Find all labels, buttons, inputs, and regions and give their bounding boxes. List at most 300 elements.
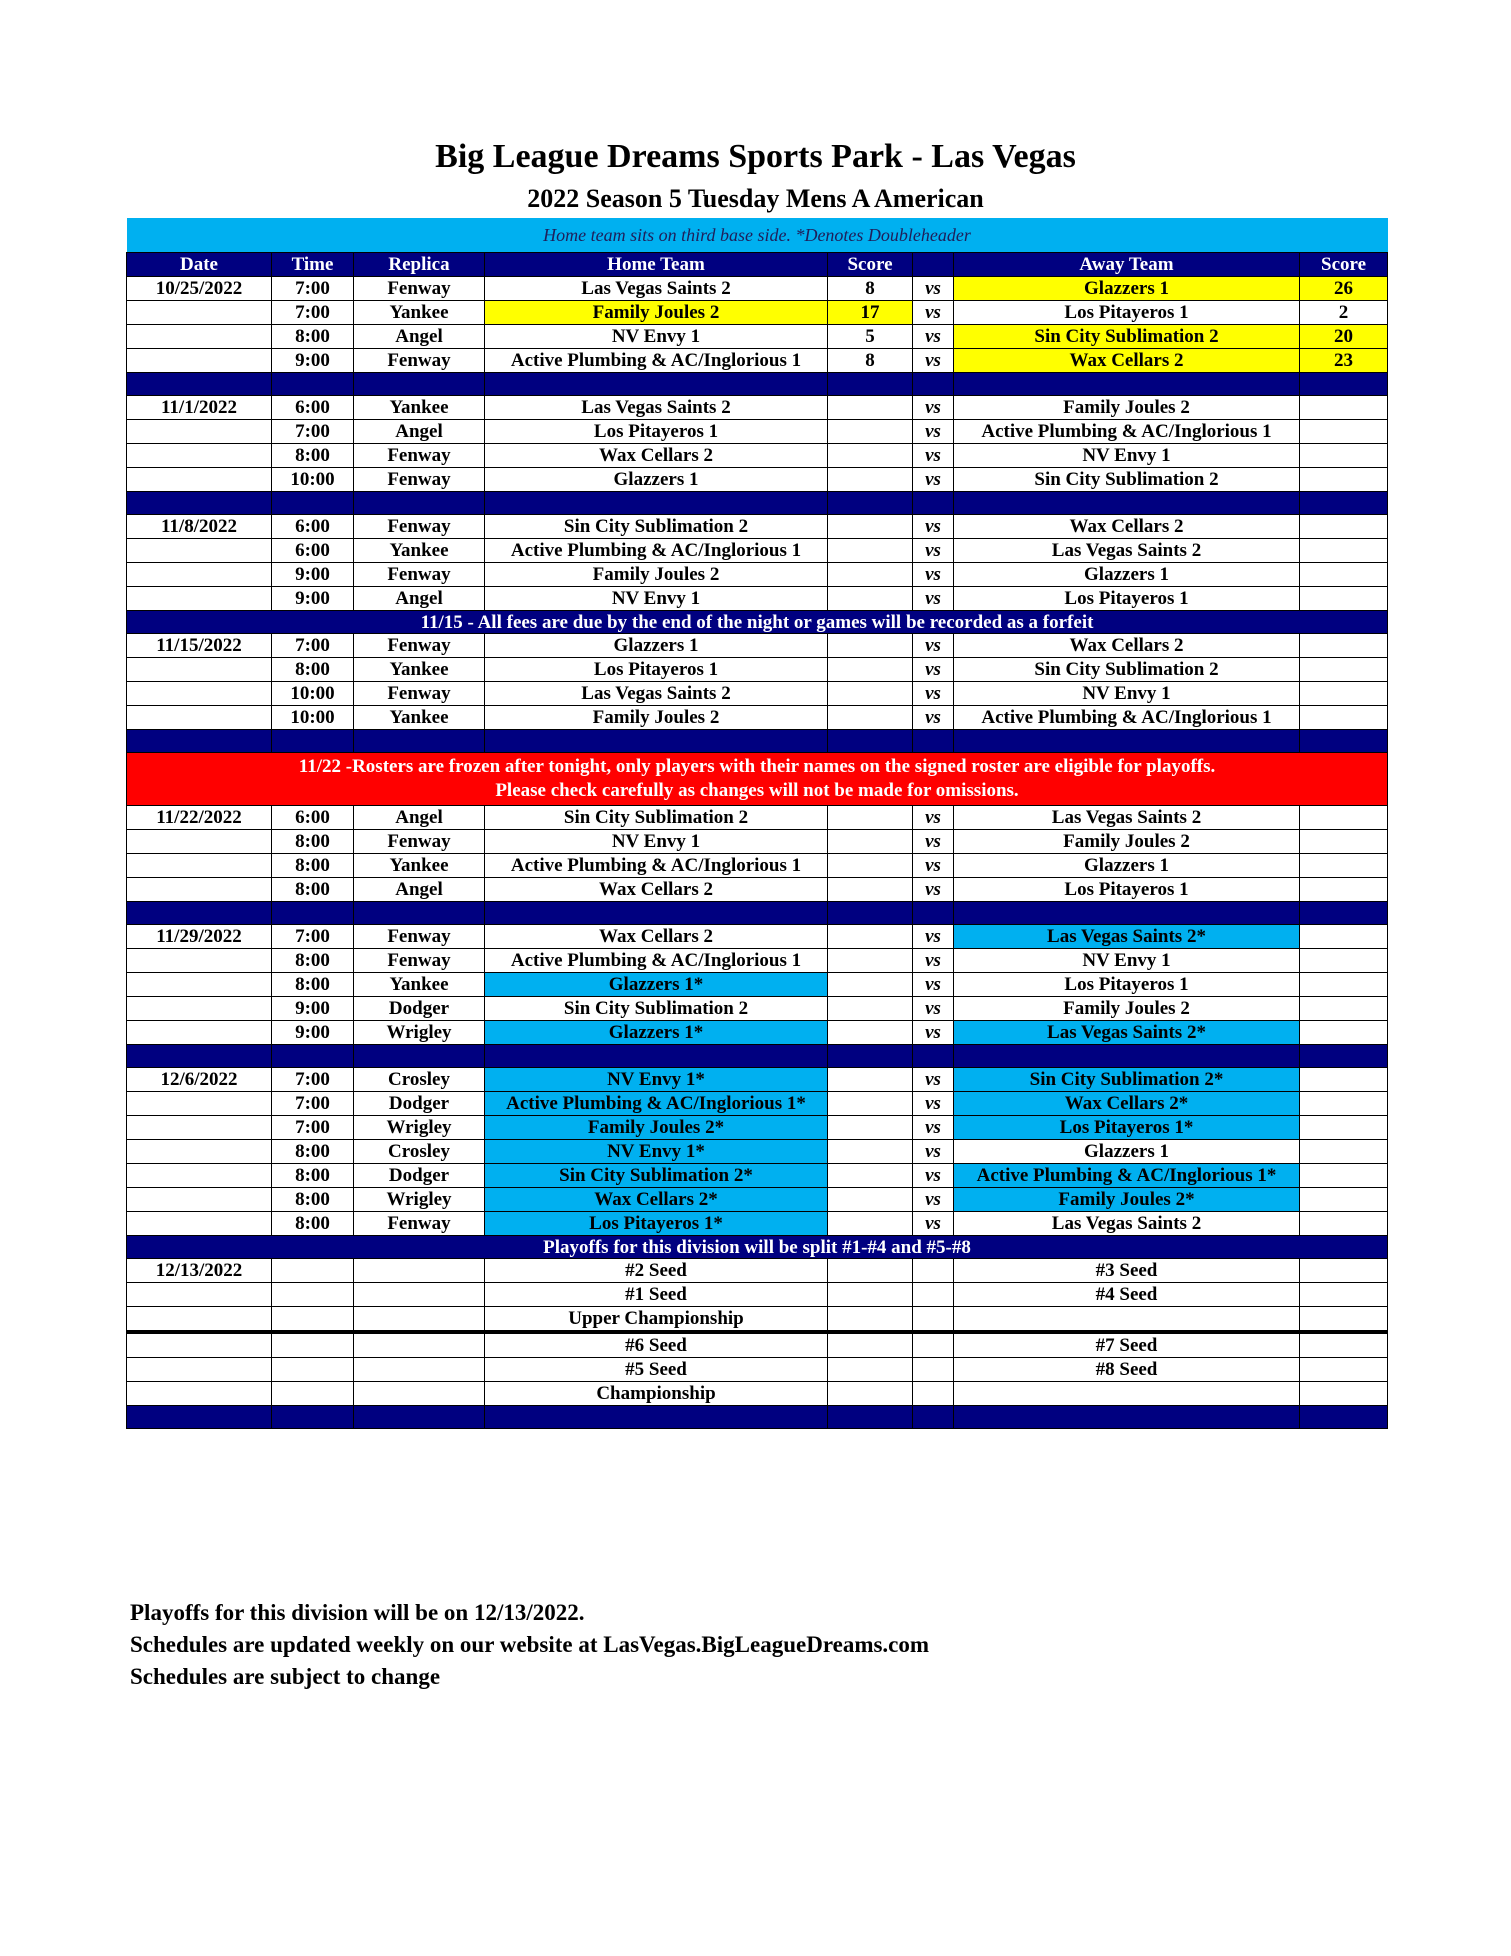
playoff-home: Upper Championship [485, 1307, 828, 1333]
playoff-row [127, 1283, 1388, 1307]
vs-label: vs [913, 325, 954, 349]
home-score [828, 658, 913, 682]
away-team: Wax Cellars 2 [954, 515, 1300, 539]
week-separator [127, 492, 1388, 515]
playoff-row [127, 1259, 1388, 1283]
game-date [127, 1092, 272, 1116]
game-date [127, 854, 272, 878]
game-time: 7:00 [272, 277, 354, 301]
game-date [127, 682, 272, 706]
separator-cell [127, 492, 272, 515]
game-time: 9:00 [272, 349, 354, 373]
vs-label: vs [913, 658, 954, 682]
game-replica: Crosley [354, 1068, 485, 1092]
separator-cell [954, 1406, 1300, 1429]
playoff-date [127, 1358, 272, 1382]
playoff-home-score [828, 1259, 913, 1283]
game-date [127, 1212, 272, 1236]
away-score [1300, 925, 1388, 949]
home-team: Active Plumbing & AC/Inglorious 1 [485, 854, 828, 878]
home-score [828, 396, 913, 420]
game-date [127, 468, 272, 492]
game-date: 11/29/2022 [127, 925, 272, 949]
playoff-away-score [1300, 1259, 1388, 1283]
playoff-away-score [1300, 1283, 1388, 1307]
game-time: 8:00 [272, 878, 354, 902]
playoff-replica [354, 1307, 485, 1333]
away-team: Active Plumbing & AC/Inglorious 1 [954, 706, 1300, 730]
game-replica: Fenway [354, 563, 485, 587]
playoff-row [127, 1332, 1388, 1358]
game-row [127, 563, 1388, 587]
game-replica: Fenway [354, 949, 485, 973]
game-row [127, 396, 1388, 420]
away-team: Family Joules 2 [954, 396, 1300, 420]
home-score [828, 1140, 913, 1164]
playoff-away-score [1300, 1382, 1388, 1406]
home-score [828, 925, 913, 949]
game-date [127, 444, 272, 468]
home-team: NV Envy 1 [485, 587, 828, 611]
separator-cell [1300, 373, 1388, 396]
game-replica: Angel [354, 878, 485, 902]
game-time: 8:00 [272, 444, 354, 468]
away-team: Glazzers 1 [954, 1140, 1300, 1164]
game-row [127, 515, 1388, 539]
home-score [828, 997, 913, 1021]
away-score [1300, 444, 1388, 468]
game-row [127, 1164, 1388, 1188]
game-date [127, 949, 272, 973]
game-replica: Fenway [354, 830, 485, 854]
away-team: Los Pitayeros 1 [954, 973, 1300, 997]
playoff-home-score [828, 1382, 913, 1406]
game-row [127, 301, 1388, 325]
vs-label: vs [913, 468, 954, 492]
game-time: 6:00 [272, 806, 354, 830]
away-team: Los Pitayeros 1 [954, 878, 1300, 902]
roster-notice [127, 753, 1388, 806]
home-score [828, 854, 913, 878]
away-score [1300, 515, 1388, 539]
vs-label: vs [913, 997, 954, 1021]
game-time: 9:00 [272, 563, 354, 587]
vs-label: vs [913, 1212, 954, 1236]
playoff-home-score [828, 1283, 913, 1307]
separator-cell [485, 1045, 828, 1068]
playoff-vs [913, 1283, 954, 1307]
game-date [127, 1021, 272, 1045]
home-team: Active Plumbing & AC/Inglorious 1 [485, 349, 828, 373]
away-score [1300, 1140, 1388, 1164]
away-team: Los Pitayeros 1* [954, 1116, 1300, 1140]
separator-cell [485, 492, 828, 515]
playoff-row [127, 1307, 1388, 1333]
separator-cell [913, 730, 954, 753]
home-score [828, 420, 913, 444]
game-replica: Fenway [354, 468, 485, 492]
separator-cell [954, 730, 1300, 753]
game-time: 7:00 [272, 1068, 354, 1092]
playoff-home: #6 Seed [485, 1332, 828, 1358]
away-team: Glazzers 1 [954, 277, 1300, 301]
separator-cell [954, 1045, 1300, 1068]
game-row [127, 997, 1388, 1021]
separator-cell [127, 730, 272, 753]
away-score [1300, 1021, 1388, 1045]
home-team: NV Envy 1 [485, 830, 828, 854]
playoff-row [127, 1358, 1388, 1382]
home-team: Wax Cellars 2 [485, 444, 828, 468]
vs-label: vs [913, 420, 954, 444]
away-score [1300, 1188, 1388, 1212]
home-score [828, 587, 913, 611]
home-score [828, 634, 913, 658]
away-score [1300, 949, 1388, 973]
separator-cell [828, 492, 913, 515]
vs-label: vs [913, 878, 954, 902]
away-team: Las Vegas Saints 2* [954, 1021, 1300, 1045]
away-score [1300, 682, 1388, 706]
away-score [1300, 563, 1388, 587]
away-score [1300, 973, 1388, 997]
away-score [1300, 1212, 1388, 1236]
away-score: 23 [1300, 349, 1388, 373]
away-team: Las Vegas Saints 2 [954, 1212, 1300, 1236]
away-score: 20 [1300, 325, 1388, 349]
away-score [1300, 420, 1388, 444]
playoff-vs [913, 1358, 954, 1382]
vs-label: vs [913, 301, 954, 325]
game-row [127, 806, 1388, 830]
playoff-away: #8 Seed [954, 1358, 1300, 1382]
separator-cell [127, 902, 272, 925]
separator-cell [1300, 1406, 1388, 1429]
home-team: Sin City Sublimation 2* [485, 1164, 828, 1188]
game-row [127, 1140, 1388, 1164]
away-team: Active Plumbing & AC/Inglorious 1* [954, 1164, 1300, 1188]
game-replica: Fenway [354, 634, 485, 658]
game-date [127, 325, 272, 349]
away-score: 2 [1300, 301, 1388, 325]
vs-label: vs [913, 1116, 954, 1140]
away-score [1300, 396, 1388, 420]
away-team: Family Joules 2* [954, 1188, 1300, 1212]
separator-cell [954, 492, 1300, 515]
playoff-home: #1 Seed [485, 1283, 828, 1307]
playoff-replica [354, 1332, 485, 1358]
away-score [1300, 658, 1388, 682]
game-replica: Fenway [354, 682, 485, 706]
away-team: Sin City Sublimation 2 [954, 658, 1300, 682]
game-date: 11/22/2022 [127, 806, 272, 830]
separator-cell [127, 373, 272, 396]
separator-cell [1300, 902, 1388, 925]
away-team: NV Envy 1 [954, 444, 1300, 468]
playoff-row [127, 1382, 1388, 1406]
game-replica: Wrigley [354, 1188, 485, 1212]
col-away-team: Away Team [954, 253, 1300, 277]
vs-label: vs [913, 1092, 954, 1116]
separator-cell [485, 1406, 828, 1429]
away-team: Family Joules 2 [954, 997, 1300, 1021]
game-replica: Dodger [354, 997, 485, 1021]
header-row [127, 253, 1388, 277]
game-row [127, 1212, 1388, 1236]
col-vs [913, 253, 954, 277]
home-team: NV Envy 1 [485, 325, 828, 349]
home-score [828, 515, 913, 539]
separator-cell [354, 1406, 485, 1429]
notice-band-row [127, 1236, 1388, 1259]
home-team: Wax Cellars 2 [485, 878, 828, 902]
playoff-away-score [1300, 1358, 1388, 1382]
game-row [127, 1188, 1388, 1212]
playoff-time [272, 1307, 354, 1333]
home-score [828, 973, 913, 997]
home-team: Wax Cellars 2 [485, 925, 828, 949]
separator-cell [913, 902, 954, 925]
home-score [828, 1164, 913, 1188]
away-team: Los Pitayeros 1 [954, 587, 1300, 611]
game-date: 11/15/2022 [127, 634, 272, 658]
game-row [127, 1092, 1388, 1116]
game-row [127, 854, 1388, 878]
vs-label: vs [913, 830, 954, 854]
playoff-vs [913, 1382, 954, 1406]
game-time: 8:00 [272, 1188, 354, 1212]
page-subtitle: 2022 Season 5 Tuesday Mens A American [527, 184, 984, 213]
game-row [127, 325, 1388, 349]
playoff-home-score [828, 1332, 913, 1358]
playoff-date [127, 1283, 272, 1307]
separator-cell [127, 1045, 272, 1068]
away-team: Los Pitayeros 1 [954, 301, 1300, 325]
game-replica: Fenway [354, 277, 485, 301]
game-replica: Crosley [354, 1140, 485, 1164]
schedule-table [126, 218, 1388, 1429]
vs-label: vs [913, 1021, 954, 1045]
separator-cell [127, 1406, 272, 1429]
home-score: 17 [828, 301, 913, 325]
separator-cell [485, 730, 828, 753]
playoff-away: #3 Seed [954, 1259, 1300, 1283]
playoff-date [127, 1307, 272, 1333]
playoff-replica [354, 1358, 485, 1382]
game-date [127, 539, 272, 563]
vs-label: vs [913, 634, 954, 658]
week-separator [127, 902, 1388, 925]
game-date [127, 658, 272, 682]
separator-cell [913, 373, 954, 396]
separator-cell [354, 730, 485, 753]
vs-label: vs [913, 563, 954, 587]
game-replica: Yankee [354, 301, 485, 325]
footer-line-2: Schedules are updated weekly on our website at LasVegas.BigLeagueDreams.com [130, 1632, 930, 1657]
game-time: 8:00 [272, 1140, 354, 1164]
home-team: Family Joules 2 [485, 301, 828, 325]
vs-label: vs [913, 806, 954, 830]
separator-cell [272, 373, 354, 396]
separator-cell [354, 492, 485, 515]
game-time: 8:00 [272, 658, 354, 682]
vs-label: vs [913, 925, 954, 949]
game-replica: Yankee [354, 973, 485, 997]
separator-cell [272, 902, 354, 925]
home-team: Glazzers 1 [485, 634, 828, 658]
home-score [828, 563, 913, 587]
footer-line-3: Schedules are subject to change [130, 1664, 441, 1689]
separator-cell [354, 902, 485, 925]
home-score [828, 878, 913, 902]
away-team: Las Vegas Saints 2 [954, 539, 1300, 563]
game-date [127, 973, 272, 997]
game-time: 8:00 [272, 949, 354, 973]
separator-cell [954, 373, 1300, 396]
game-time: 8:00 [272, 973, 354, 997]
game-replica: Yankee [354, 539, 485, 563]
away-score [1300, 706, 1388, 730]
vs-label: vs [913, 539, 954, 563]
away-score [1300, 878, 1388, 902]
game-time: 6:00 [272, 396, 354, 420]
game-replica: Angel [354, 587, 485, 611]
home-score [828, 1021, 913, 1045]
game-date [127, 1188, 272, 1212]
game-row [127, 830, 1388, 854]
playoff-away-score [1300, 1307, 1388, 1333]
game-time: 7:00 [272, 301, 354, 325]
home-score: 8 [828, 277, 913, 301]
game-time: 7:00 [272, 925, 354, 949]
playoff-vs [913, 1332, 954, 1358]
playoff-vs [913, 1259, 954, 1283]
vs-label: vs [913, 1164, 954, 1188]
separator-cell [272, 730, 354, 753]
game-time: 10:00 [272, 468, 354, 492]
col-time: Time [272, 253, 354, 277]
game-row [127, 349, 1388, 373]
home-score [828, 1188, 913, 1212]
game-time: 8:00 [272, 1164, 354, 1188]
game-row [127, 682, 1388, 706]
notice-band: 11/15 - All fees are due by the end of the night or games will be recorded as a forfeit [127, 611, 1388, 634]
away-score [1300, 854, 1388, 878]
col-away-score: Score [1300, 253, 1388, 277]
game-replica: Wrigley [354, 1021, 485, 1045]
home-team: Wax Cellars 2* [485, 1188, 828, 1212]
away-team: Family Joules 2 [954, 830, 1300, 854]
away-score [1300, 634, 1388, 658]
footer-line-1: Playoffs for this division will be on 12/13/2022. [130, 1600, 585, 1625]
playoff-time [272, 1382, 354, 1406]
game-time: 10:00 [272, 682, 354, 706]
vs-label: vs [913, 1188, 954, 1212]
playoff-away [954, 1382, 1300, 1406]
playoff-replica [354, 1283, 485, 1307]
game-replica: Yankee [354, 396, 485, 420]
home-score [828, 1092, 913, 1116]
col-home-score: Score [828, 253, 913, 277]
home-score [828, 539, 913, 563]
game-date [127, 1164, 272, 1188]
away-team: Glazzers 1 [954, 854, 1300, 878]
away-score [1300, 830, 1388, 854]
away-score [1300, 1164, 1388, 1188]
game-date [127, 420, 272, 444]
game-row [127, 1021, 1388, 1045]
away-score [1300, 1092, 1388, 1116]
vs-label: vs [913, 1140, 954, 1164]
playoff-home-score [828, 1358, 913, 1382]
game-row [127, 658, 1388, 682]
away-team: NV Envy 1 [954, 949, 1300, 973]
game-row [127, 925, 1388, 949]
game-row [127, 1116, 1388, 1140]
vs-label: vs [913, 349, 954, 373]
home-team: Active Plumbing & AC/Inglorious 1* [485, 1092, 828, 1116]
playoff-time [272, 1332, 354, 1358]
game-row [127, 706, 1388, 730]
game-date [127, 301, 272, 325]
home-team: Family Joules 2 [485, 563, 828, 587]
week-separator [127, 1045, 1388, 1068]
game-replica: Fenway [354, 1212, 485, 1236]
away-team: Sin City Sublimation 2 [954, 468, 1300, 492]
away-team: Sin City Sublimation 2* [954, 1068, 1300, 1092]
home-score: 5 [828, 325, 913, 349]
game-time: 6:00 [272, 539, 354, 563]
game-row [127, 444, 1388, 468]
away-score [1300, 1068, 1388, 1092]
playoff-date: 12/13/2022 [127, 1259, 272, 1283]
away-team: Las Vegas Saints 2* [954, 925, 1300, 949]
playoff-home-score [828, 1307, 913, 1333]
home-team: Las Vegas Saints 2 [485, 277, 828, 301]
vs-label: vs [913, 444, 954, 468]
separator-cell [913, 492, 954, 515]
game-row [127, 587, 1388, 611]
playoff-home: #5 Seed [485, 1358, 828, 1382]
game-date [127, 1116, 272, 1140]
game-date [127, 878, 272, 902]
home-score [828, 682, 913, 706]
separator-cell [272, 1045, 354, 1068]
separator-cell [828, 902, 913, 925]
playoff-time [272, 1358, 354, 1382]
home-score [828, 806, 913, 830]
vs-label: vs [913, 706, 954, 730]
home-team: NV Envy 1* [485, 1068, 828, 1092]
game-replica: Yankee [354, 658, 485, 682]
game-row [127, 539, 1388, 563]
game-replica: Yankee [354, 706, 485, 730]
home-team: Las Vegas Saints 2 [485, 396, 828, 420]
schedule-body [127, 218, 1388, 1429]
col-home-team: Home Team [485, 253, 828, 277]
notice-band-row [127, 611, 1388, 634]
home-team: Sin City Sublimation 2 [485, 515, 828, 539]
away-score [1300, 806, 1388, 830]
separator-cell [354, 373, 485, 396]
game-date [127, 587, 272, 611]
game-replica: Wrigley [354, 1116, 485, 1140]
home-score [828, 444, 913, 468]
game-time: 8:00 [272, 1212, 354, 1236]
playoff-time [272, 1283, 354, 1307]
separator-cell [913, 1045, 954, 1068]
away-team: Las Vegas Saints 2 [954, 806, 1300, 830]
